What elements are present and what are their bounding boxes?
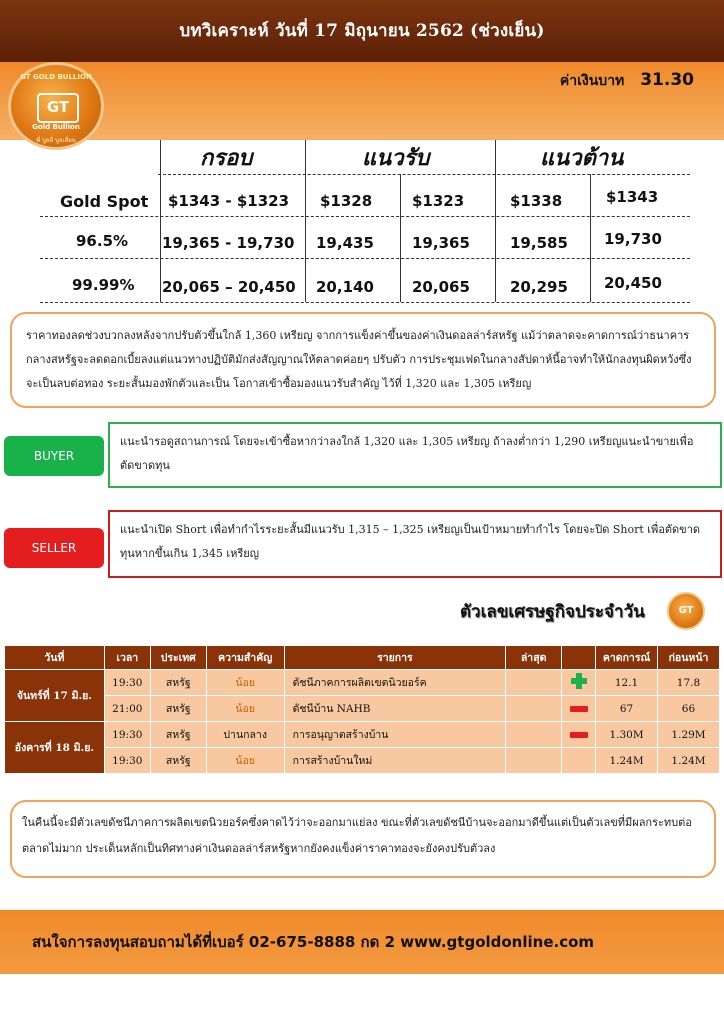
country-cell: สหรัฐ: [150, 696, 206, 722]
actual-cell: [506, 670, 562, 696]
summary-box: [10, 800, 716, 878]
col-country: ประเทศ: [150, 646, 206, 670]
page-header: [0, 0, 724, 62]
summary-text: ในคืนนี้จะมีตัวเลขดัชนีภาคการผลิตเขตนิวยอร์คซึ่งคาดไว้ว่าจะออกมาแย่ลง ขณะที่ตัวเลขดัชนีบ้านจะออกมาดีขึ้นแต่เป็นตัวเลขที่มีผลกระทบต่อตลาดไม่มาก ประเด็นหลักเป็นทิศทางค่าเงินดอลล่าร์สหรัฐหากยังคงแข็งค่าราคาทองจะยังคงปรับตัวลง: [22, 816, 692, 855]
actual-cell: [506, 696, 562, 722]
support-value: $1323: [412, 192, 465, 210]
row-label-96-5: 96.5%: [76, 232, 129, 250]
range-value: 20,065 – 20,450: [162, 278, 296, 296]
resistance-header: แนวต้าน: [540, 145, 624, 171]
event-cell: ดัชนีบ้าน NAHB: [284, 696, 506, 722]
resistance-value: 19,730: [604, 230, 662, 248]
time-cell: 19:30: [104, 722, 150, 748]
col-event: รายการ: [284, 646, 506, 670]
support-header: แนวรับ: [362, 145, 430, 171]
logo-subtitle: Gold Bullion: [32, 123, 80, 131]
resistance-value: 20,295: [510, 278, 568, 296]
support-value: 20,065: [412, 278, 470, 296]
col-actual: ล่าสุด: [506, 646, 562, 670]
indicator-cell: [562, 722, 596, 748]
analysis-box: [10, 312, 716, 408]
actual-cell: [506, 722, 562, 748]
importance-cell: น้อย: [206, 696, 284, 722]
range-value: 19,365 - 19,730: [162, 234, 295, 252]
contact-footer: [0, 910, 724, 974]
country-cell: สหรัฐ: [150, 670, 206, 696]
buyer-tag: BUYER: [4, 436, 104, 476]
minus-icon: [570, 706, 588, 712]
divider: [590, 174, 591, 302]
contact-text: สนใจการลงทุนสอบถามได้ที่เบอร์ 02-675-8888 กด 2 www.gtgoldonline.com: [32, 933, 595, 951]
logo-tagline: พี่ บูลลี่ บูลเลี่ยน: [36, 137, 76, 144]
page-title: บทวิเคราะห์ วันที่ 17 มิถุนายน 2562 (ช่วงเย็น): [179, 21, 545, 41]
logo-mark: GT: [37, 93, 79, 123]
col-previous: ก่อนหน้า: [657, 646, 719, 670]
time-cell: 19:30: [104, 748, 150, 774]
row-label-99-99: 99.99%: [72, 276, 135, 294]
seller-tag: SELLER: [4, 528, 104, 568]
table-row: [5, 670, 720, 696]
resistance-value: 20,450: [604, 274, 662, 292]
importance-cell: น้อย: [206, 670, 284, 696]
event-cell: ดัชนีภาคการผลิตเขตนิวยอร์ค: [284, 670, 506, 696]
event-cell: การอนุญาตสร้างบ้าน: [284, 722, 506, 748]
forecast-cell: 1.30M: [596, 722, 658, 748]
indicator-cell: [562, 670, 596, 696]
previous-cell: 1.29M: [657, 722, 719, 748]
divider: [40, 302, 690, 303]
buyer-recommendation: [108, 422, 722, 488]
col-indicator: [562, 646, 596, 670]
actual-cell: [506, 748, 562, 774]
economic-calendar-table: [4, 645, 720, 774]
calendar-header-row: [5, 646, 720, 670]
country-cell: สหรัฐ: [150, 722, 206, 748]
importance-cell: ปานกลาง: [206, 722, 284, 748]
support-value: 19,365: [412, 234, 470, 252]
divider: [495, 140, 496, 302]
divider: [158, 174, 690, 175]
table-row: [5, 748, 720, 774]
buyer-text: แนะนำรอดูสถานการณ์ โดยจะเข้าซื้อหากว่าลงใกล้ 1,320 และ 1,305 เหรียญ ถ้าลงต่ำกว่า 1,290 เหรียญแนะนำขายเพื่อตัดขาดทุน: [120, 435, 694, 472]
support-value: 20,140: [316, 278, 374, 296]
table-row: [5, 696, 720, 722]
exchange-rate-value: 31.30: [640, 70, 694, 90]
divider: [305, 140, 306, 302]
row-label-gold-spot: Gold Spot: [60, 192, 149, 211]
gt-small-logo: GT: [667, 592, 705, 630]
time-cell: 21:00: [104, 696, 150, 722]
resistance-value: $1338: [510, 192, 563, 210]
logo-arc-text: GT GOLD BULLION: [20, 73, 92, 81]
forecast-cell: 1.24M: [596, 748, 658, 774]
country-cell: สหรัฐ: [150, 748, 206, 774]
exchange-rate-label: ค่าเงินบาท: [559, 73, 625, 89]
gt-gold-bullion-logo: [8, 62, 104, 150]
time-cell: 19:30: [104, 670, 150, 696]
exchange-rate: [560, 70, 694, 92]
importance-cell: น้อย: [206, 748, 284, 774]
plus-icon: [571, 673, 587, 689]
col-forecast: คาดการณ์: [596, 646, 658, 670]
event-cell: การสร้างบ้านใหม่: [284, 748, 506, 774]
support-value: 19,435: [316, 234, 374, 252]
minus-icon: [570, 732, 588, 738]
forecast-cell: 12.1: [596, 670, 658, 696]
analysis-text: ราคาทองลดช่วงบวกลงหลังจากปรับตัวขึ้นใกล้ 1,360 เหรียญ จากการแข็งค่าขึ้นของค่าเงินดอลล่าร์สหรัฐ แม้ว่าตลาดจะคาดการณ์ว่าธนาคารกลางสหรัฐจะลดดอกเบี้ยลงแต่แนวทางปฏิบัติมักส่งสัญญาณให้ตลาดค่อยๆ ปรับตัว การประชุมเฟดในกลางสัปดาห์นี้อาจทำให้นักลงทุนผิดหวังซึ่งจะเป็นลบต่อทอง ระยะสั้นมองพักตัวและเป็น โอกาสเข้าซื้อมองแนวรับสำคัญ ไว้ที่ 1,320 และ 1,305 เหรียญ: [26, 329, 692, 390]
resistance-value: $1343: [606, 188, 659, 206]
seller-recommendation: [108, 510, 722, 578]
indicator-cell: [562, 748, 596, 774]
seller-text: แนะนำเปิด Short เพื่อทำกำไรระยะสั้นมีแนวรับ 1,315 – 1,325 เหรียญเป็นเป้าหมายทำกำไร โดยจะปิด Short เพื่อตัดขาดทุนหากขึ้นเกิน 1,345 เหรียญ: [120, 523, 701, 560]
previous-cell: 1.24M: [657, 748, 719, 774]
previous-cell: 66: [657, 696, 719, 722]
previous-cell: 17.8: [657, 670, 719, 696]
col-time: เวลา: [104, 646, 150, 670]
table-row: [5, 722, 720, 748]
date-cell: อังคารที่ 18 มิ.ย.: [5, 722, 105, 774]
date-cell: จันทร์ที่ 17 มิ.ย.: [5, 670, 105, 722]
economic-calendar-title: ตัวเลขเศรษฐกิจประจำวัน: [460, 602, 645, 622]
forecast-cell: 67: [596, 696, 658, 722]
support-value: $1328: [320, 192, 373, 210]
col-importance: ความสำคัญ: [206, 646, 284, 670]
divider: [400, 174, 401, 302]
divider: [160, 140, 161, 302]
resistance-value: 19,585: [510, 234, 568, 252]
divider: [40, 216, 690, 217]
col-date: วันที่: [5, 646, 105, 670]
indicator-cell: [562, 696, 596, 722]
divider: [40, 258, 690, 259]
range-header: กรอบ: [200, 145, 253, 171]
range-value: $1343 - $1323: [168, 192, 290, 210]
